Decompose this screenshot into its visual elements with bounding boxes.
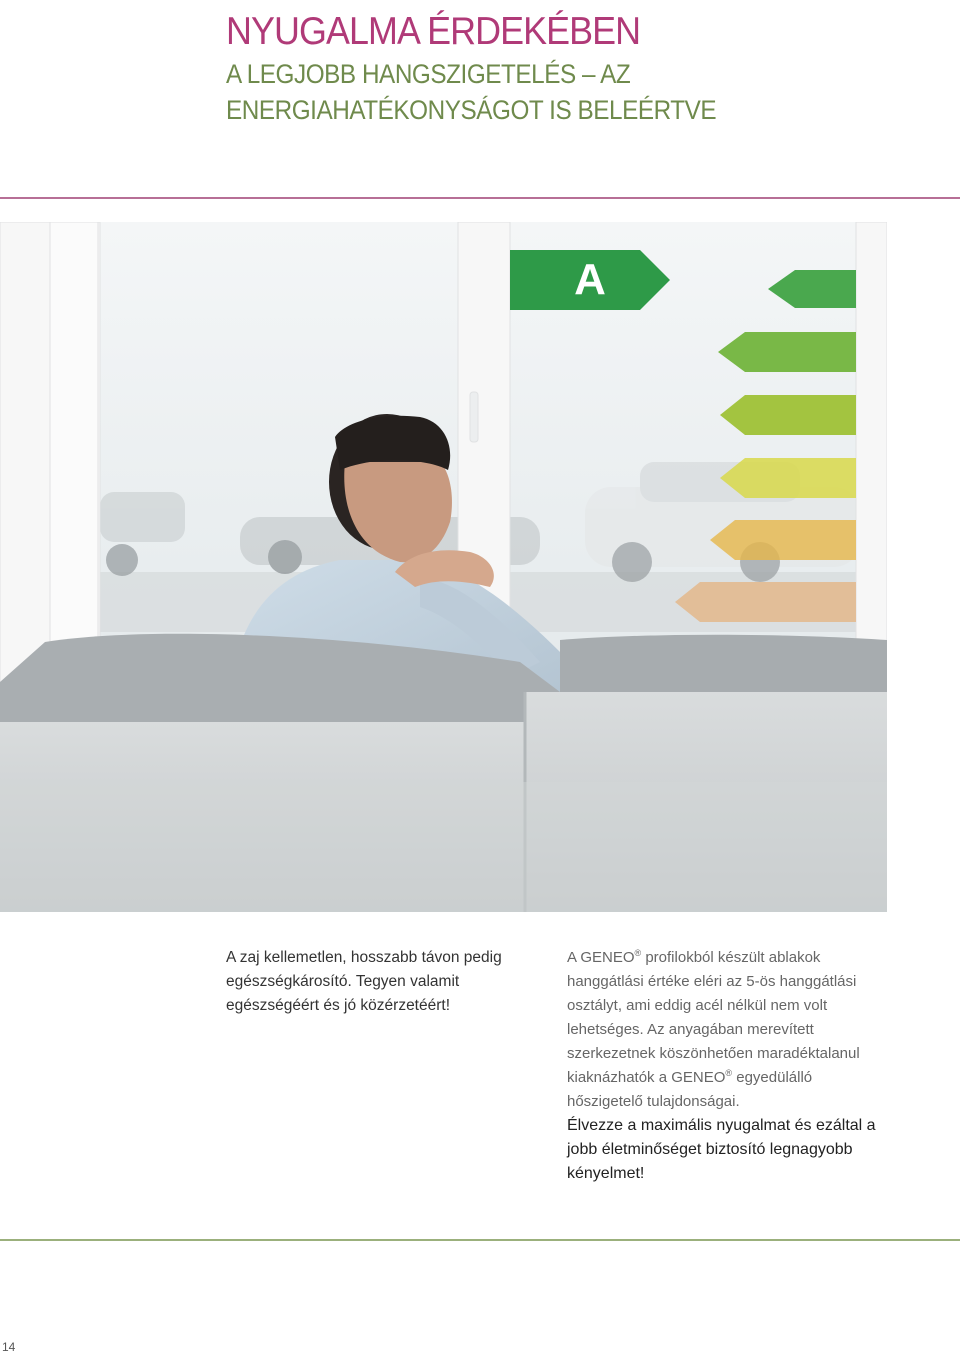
body-text-part3: egyedülálló hőszigetelő tulajdonságai. (567, 1069, 813, 1110)
body-text (567, 946, 892, 1186)
sofa (0, 634, 887, 912)
intro-text (226, 946, 556, 1018)
hero-illustration (0, 222, 887, 912)
body-text-part1: A GENEO (567, 949, 635, 966)
energy-class-label: A (574, 255, 606, 304)
intro-paragraph: A zaj kellemetlen, hosszabb távon pedig egészségkárosító. Tegyen valamit egészségéért és jó közérzetéért! (226, 949, 502, 1014)
body-paragraph (567, 946, 892, 1114)
page-subtitle: A LEGJOBB HANGSZIGETELÉS – AZ ENERGIAHATÉKONYSÁGOT IS BELEÉRTVE (226, 59, 717, 125)
hero-photo (0, 222, 887, 912)
page-title: NYUGALMA ÉRDEKÉBEN (226, 10, 641, 53)
registered-mark: ® (725, 1068, 733, 1078)
bottom-divider (0, 1239, 960, 1241)
body-text-part2: profilokból készült ablakok hanggátlási értéke eléri az 5-ös hanggátlási osztályt, ami eddig acél nélkül nem volt lehetséges. Az anyagában merevített szerkezetnek köszönhetően maradéktalanul kiaknázhatók a GENEO (567, 949, 860, 1086)
page-number: 14 (2, 1340, 16, 1354)
emphasis-paragraph: Élvezze a maximális nyugalmat és ezáltal a jobb életminőséget biztosító legnagyobb kényelmet! (567, 1117, 876, 1182)
registered-mark: ® (634, 948, 642, 958)
top-divider (0, 197, 960, 199)
